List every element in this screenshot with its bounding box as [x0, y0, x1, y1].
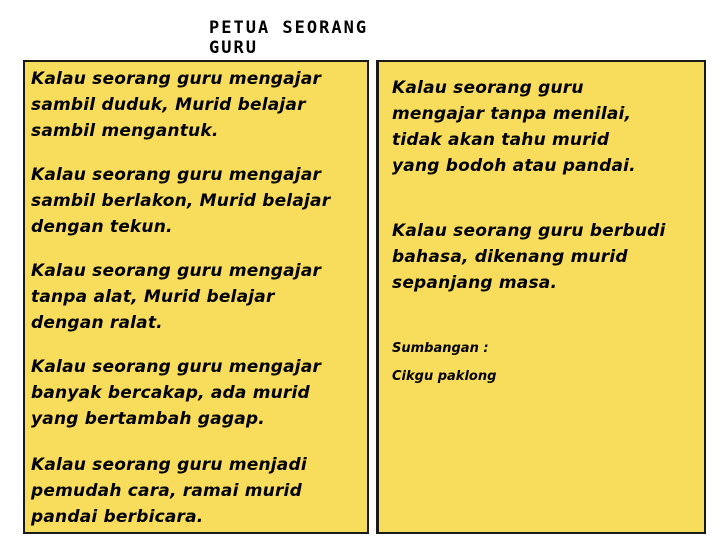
right-text-panel [376, 60, 706, 534]
stanza-6: Kalau seorang guru mengajar tanpa menilai, tidak akan tahu murid yang bodoh atau pandai. [392, 78, 636, 176]
stanza-1: Kalau seorang guru mengajar sambil duduk, Murid belajar sambil mengantuk. [31, 69, 322, 141]
stanza-4: Kalau seorang guru mengajar banyak bercakap, ada murid yang bertambah gagap. [31, 357, 322, 429]
stanza-3: Kalau seorang guru mengajar tanpa alat, Murid belajar dengan ralat. [31, 261, 322, 333]
credit-label: Sumbangan : [392, 341, 489, 356]
stanza-2: Kalau seorang guru mengajar sambil berlakon, Murid belajar dengan tekun. [31, 165, 331, 237]
stanza-7: Kalau seorang guru berbudi bahasa, dikenang murid sepanjang masa. [392, 221, 666, 293]
left-text-panel [23, 60, 369, 534]
page-title: PETUA SEORANG GURU [209, 18, 369, 58]
stanza-5: Kalau seorang guru menjadi pemudah cara, ramai murid pandai berbicara. [31, 455, 307, 527]
credit-name: Cikgu paklong [392, 369, 497, 384]
